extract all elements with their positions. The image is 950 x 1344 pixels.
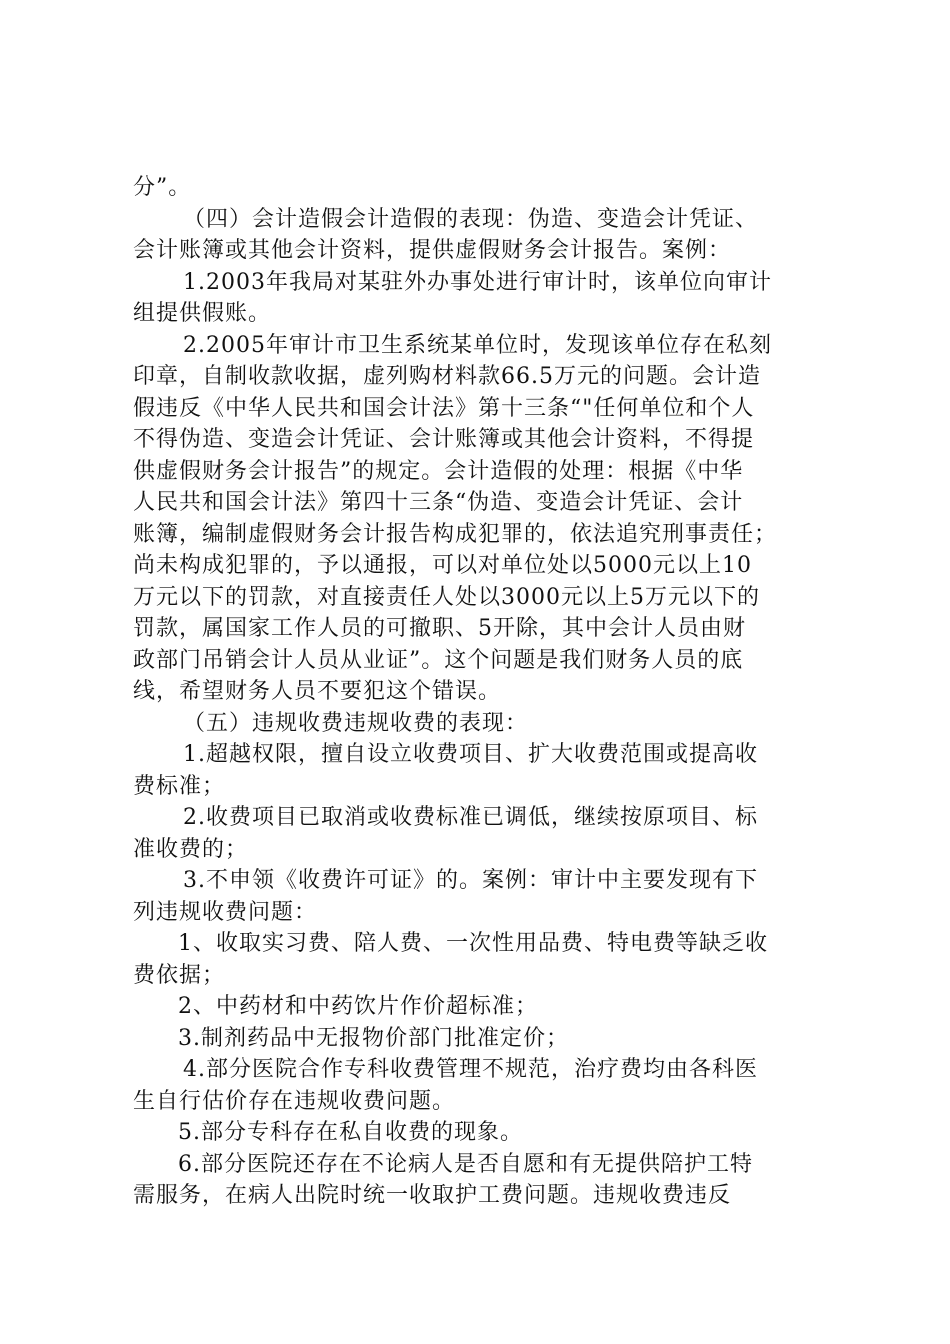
text-line: 不得伪造、变造会计凭证、会计账簿或其他会计资料，不得提 bbox=[133, 427, 755, 452]
text-line: 账簿，编制虚假财务会计报告构成犯罪的，依法追究刑事责任； bbox=[133, 521, 778, 547]
text-line: 1.超越权限，擅自设立收费项目、扩大收费范围或提高收 bbox=[183, 742, 758, 767]
text-line: 2.收费项目已取消或收费标准已调低，继续按原项目、标 bbox=[183, 805, 758, 830]
text-line: 2、中药材和中药饮片作价超标准； bbox=[178, 994, 538, 1019]
document-page bbox=[133, 172, 833, 1212]
text-line: 线，希望财务人员不要犯这个错误。 bbox=[133, 679, 502, 704]
text-line: 罚款，属国家工作人员的可撤职、5开除，其中会计人员由财 bbox=[133, 616, 746, 641]
text-line: 生自行估价存在违规收费问题。 bbox=[133, 1088, 456, 1114]
text-line: 列违规收费问题： bbox=[133, 899, 318, 925]
text-line: （五）违规收费违规收费的表现： bbox=[183, 710, 529, 736]
text-line: 准收费的； bbox=[133, 836, 249, 862]
text-line: 会计账簿或其他会计资料，提供虚假财务会计报告。案例： bbox=[133, 238, 732, 263]
text-line: （四）会计造假会计造假的表现：伪造、变造会计凭证、 bbox=[183, 206, 759, 232]
text-line: 费标准； bbox=[133, 773, 226, 799]
text-line: 印章，自制收款收据，虚列购材料款66.5万元的问题。会计造 bbox=[133, 364, 761, 389]
text-line: 万元以下的罚款，对直接责任人处以3000元以上5万元以下的 bbox=[133, 584, 760, 610]
text-line: 费依据； bbox=[133, 962, 226, 988]
text-line: 供虚假财务会计报告”的规定。会计造假的处理：根据《中华 bbox=[133, 458, 744, 484]
text-line: 1.2003年我局对某驻外办事处进行审计时，该单位向审计 bbox=[183, 269, 772, 295]
text-line: 分”。 bbox=[133, 175, 192, 200]
text-line: 政部门吊销会计人员从业证”。这个问题是我们财务人员的底 bbox=[133, 647, 744, 673]
text-line: 2.2005年审计市卫生系统某单位时，发现该单位存在私刻 bbox=[183, 332, 772, 358]
text-line: 4.部分医院合作专科收费管理不规范，治疗费均由各科医 bbox=[183, 1057, 758, 1082]
text-line: 需服务，在病人出院时统一收取护工费问题。违规收费违反 bbox=[133, 1183, 732, 1208]
text-line: 假违反《中华人民共和国会计法》第十三条“"任何单位和个人 bbox=[133, 395, 755, 421]
text-line: 6.部分医院还存在不论病人是否自愿和有无提供陪护工特 bbox=[178, 1151, 753, 1177]
text-line: 3.不申领《收费许可证》的。案例：审计中主要发现有下 bbox=[183, 868, 758, 893]
text-line: 人民共和国会计法》第四十三条“伪造、变造会计凭证、会计 bbox=[133, 490, 744, 515]
text-line: 1、收取实习费、陪人费、一次性用品费、特电费等缺乏收 bbox=[178, 931, 768, 956]
text-line: 组提供假账。 bbox=[133, 301, 272, 326]
text-line: 3.制剂药品中无报物价部门批准定价； bbox=[178, 1025, 569, 1051]
text-line: 5.部分专科存在私自收费的现象。 bbox=[178, 1120, 523, 1145]
text-line: 尚未构成犯罪的，予以通报，可以对单位处以5000元以上10 bbox=[133, 553, 752, 578]
